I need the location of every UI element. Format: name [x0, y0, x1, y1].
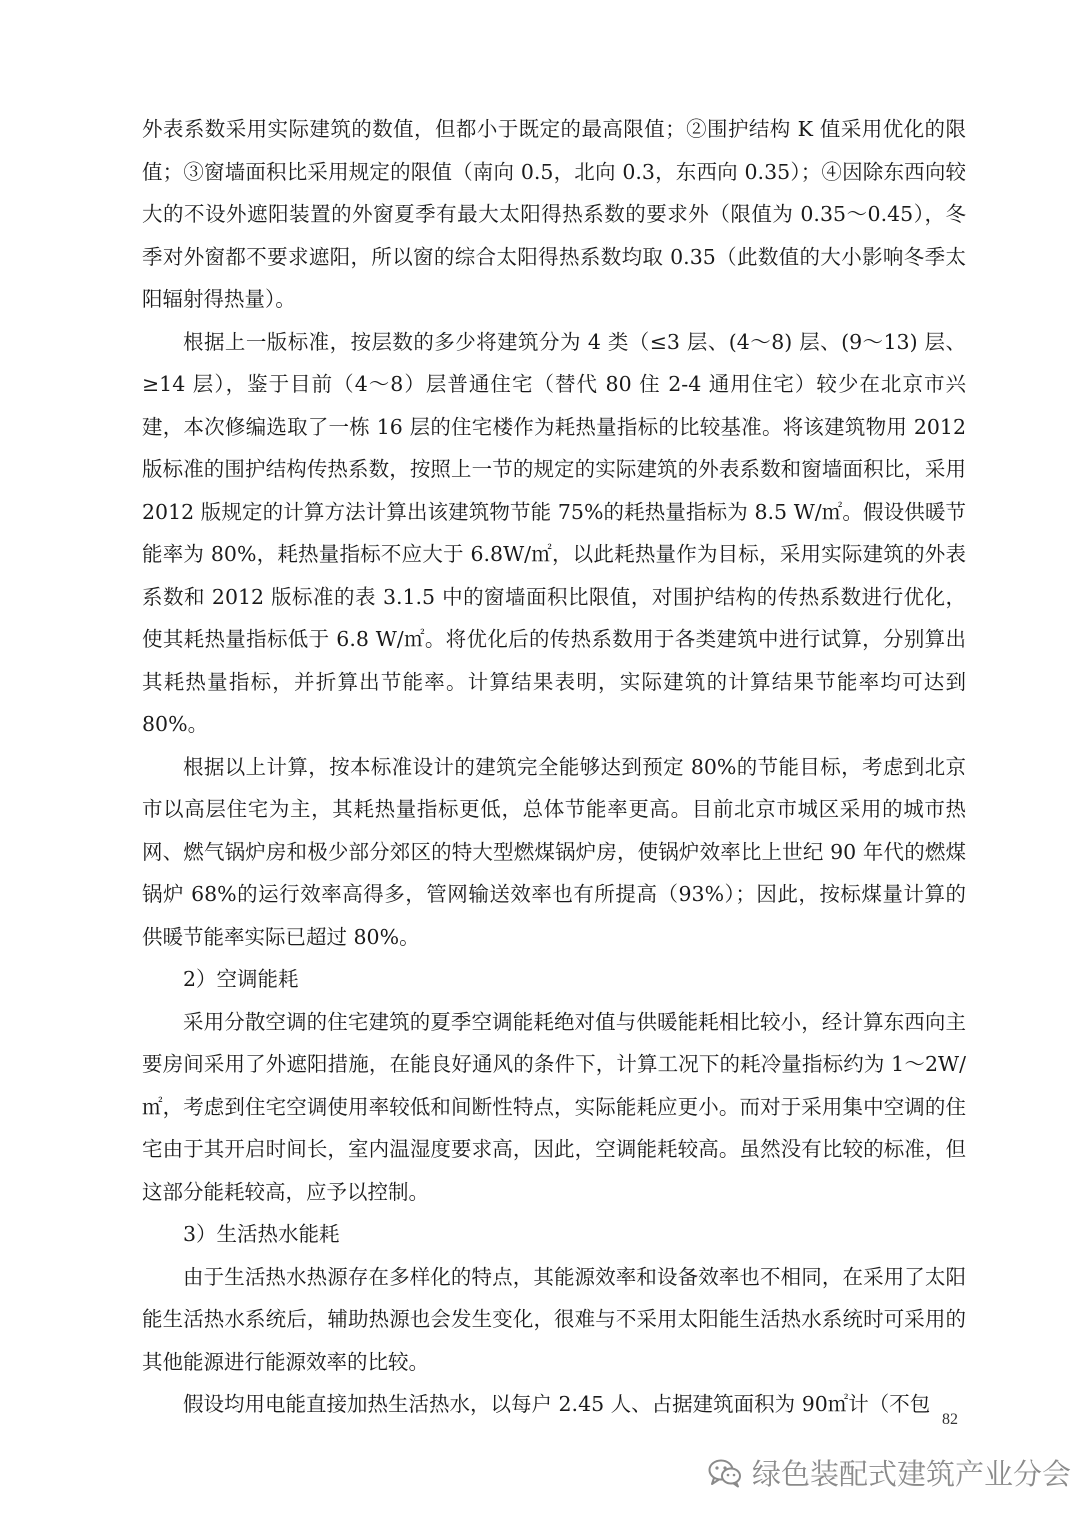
paragraph-4: 采用分散空调的住宅建筑的夏季空调能耗绝对值与供暖能耗相比较小，经计算东西向主要房间采用了外遮阳措施，在能良好通风的条件下，计算工况下的耗冷量指标约为 1～2W/㎡，考虑到住宅空调使用率较低和间断性特点，实际能耗应更小。而对于采用集中空调的住宅由于其开启时间长，室内温湿度要求高，因此，空调能耗较高。虽然没有比较的标准，但这部分能耗较高，应予以控制。: [142, 1009, 966, 1204]
paragraph-2: 根据上一版标准，按层数的多少将建筑分为 4 类（≤3 层、(4～8) 层、(9～13) 层、≥14 层），鉴于目前（4～8）层普通住宅（替代 80 住 2-4 通用住宅）较少在北京市兴建，本次修编选取了一栋 16 层的住宅楼作为耗热量指标的比较基准。将该建筑物用 2012 版标准的围护结构传热系数，按照上一节的规定的实际建筑的外表系数和窗墙面积比，采用 2012 版规定的计算方法计算出该建筑物节能 75%的耗热量指标为 8.5 W/㎡。假设供暖节能率为 80%，耗热量指标不应大于 6.8W/㎡，以此耗热量作为目标，采用实际建筑的外表系数和 2012 版标准的表 3.1.5 中的窗墙面积比限值，对围护结构的传热系数进行优化，使其耗热量指标低于 6.8 W/㎡。将优化后的传热系数用于各类建筑中进行试算，分别算出其耗热量指标，并折算出节能率。计算结果表明，实际建筑的计算结果节能率均可达到 80%。: [142, 329, 966, 736]
watermark: [708, 1452, 1071, 1493]
page-number: 82: [942, 1411, 958, 1428]
paragraph-5: 由于生活热水热源存在多样化的特点，其能源效率和设备效率也不相同，在采用了太阳能生活热水系统后，辅助热源也会发生变化，很难与不采用太阳能生活热水系统时可采用的其他能源进行能源效率的比较。: [142, 1264, 966, 1374]
document-body: [142, 108, 966, 1426]
section-heading-hot-water: 3）生活热水能耗: [183, 1222, 340, 1246]
section-heading-air-conditioning: 2）空调能耗: [183, 967, 299, 991]
paragraph-6: 假设均用电能直接加热生活热水，以每户 2.45 人、占据建筑面积为 90㎡计（不包: [183, 1392, 931, 1416]
paragraph-1: 外表系数采用实际建筑的数值，但都小于既定的最高限值；②围护结构 K 值采用优化的限值；③窗墙面积比采用规定的限值（南向 0.5，北向 0.3，东西向 0.35）；④因除东西向较大的不设外遮阳装置的外窗夏季有最大太阳得热系数的要求外（限值为 0.35～0.45），冬季对外窗都不要求遮阳，所以窗的综合太阳得热系数均取 0.35（此数值的大小影响冬季太阳辐射得热量）。: [142, 117, 966, 311]
wechat-icon: [708, 1458, 742, 1488]
paragraph-3: 根据以上计算，按本标准设计的建筑完全能够达到预定 80%的节能目标，考虑到北京市以高层住宅为主，其耗热量指标更低，总体节能率更高。目前北京市城区采用的城市热网、燃气锅炉房和极少部分郊区的特大型燃煤锅炉房，使锅炉效率比上世纪 90 年代的燃煤锅炉 68%的运行效率高得多，管网输送效率也有所提高（93%）；因此，按标煤量计算的供暖节能率实际已超过 80%。: [142, 754, 966, 949]
watermark-text: 绿色装配式建筑产业分会: [752, 1457, 1072, 1491]
